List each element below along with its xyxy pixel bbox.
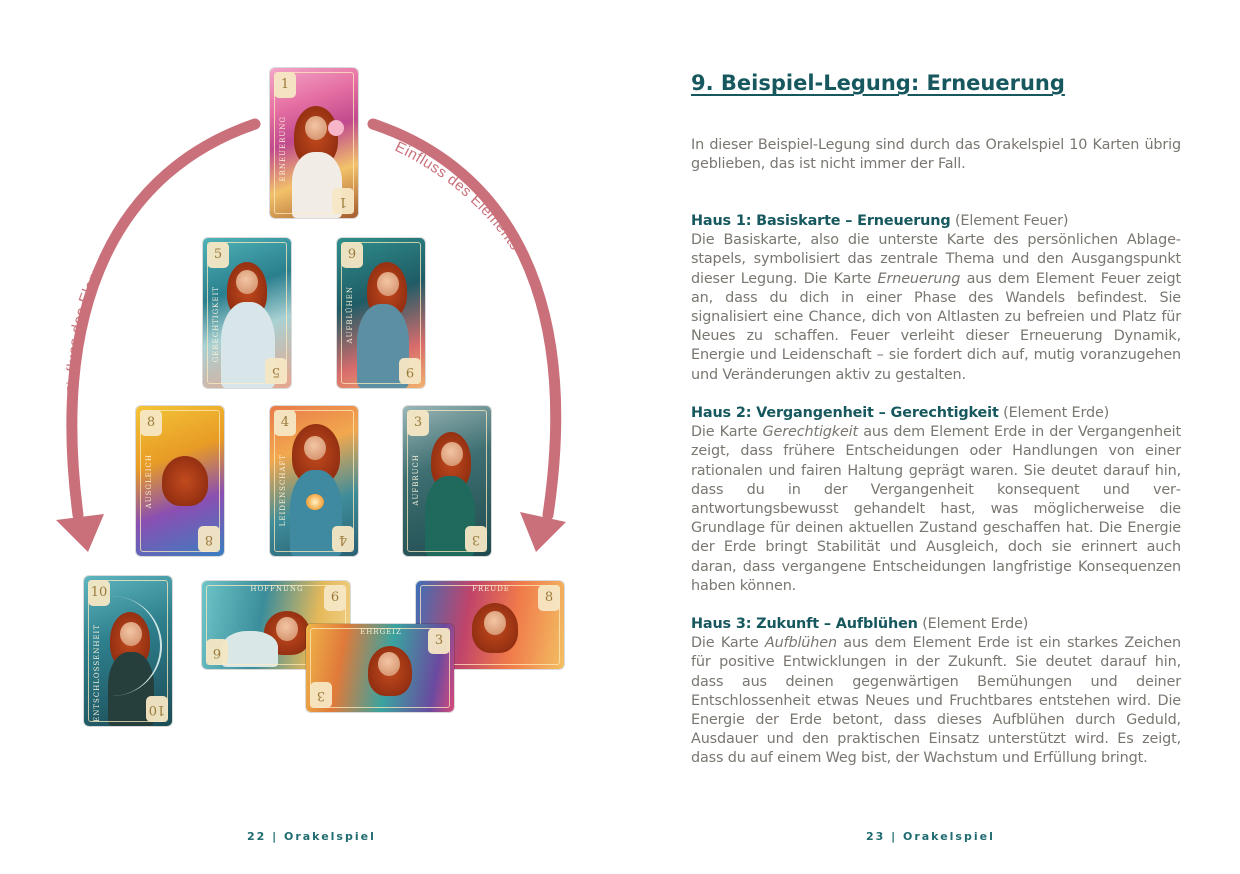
right-arrowhead	[520, 512, 566, 552]
card-number: 4	[274, 410, 296, 436]
card-name: GERECHTIGKEIT	[212, 286, 220, 363]
section-body: Die Karte Aufblühen aus dem Element Erde ist ein starkes Zeichen für positive Entwicklungen in der Zukunft. Sie deutet darauf hin, dass aus deinen gegenwärtigen Bemühungen und deiner Entschlossenheit etwas Neues und Fruchtbares entstehen wird. Die Energie der Erde betont, dass dieses Aufblühen durch Geduld, Ausdauer und den praktischen Einsatz unterstützt wird. Es zeigt, dass du auf einem Weg bist, der Wachstum und Erfüllung bringt.	[691, 635, 1181, 767]
card-number: 3	[407, 410, 429, 436]
card-number: 8	[538, 585, 560, 611]
right-arc-label: Einfluss des Elements	[392, 138, 524, 254]
section-heading: Haus 3: Zukunft – Aufblühen (Element Erde)	[691, 616, 1029, 632]
card-number: 9	[341, 242, 363, 268]
card-name: ERNEUERUNG	[279, 116, 287, 182]
card-number: 5	[265, 358, 287, 384]
card-number: 8	[198, 526, 220, 552]
section-body: Die Basiskarte, also die unterste Karte des persönlichen Ablagestapels, symbolisiert das zentrale Thema und den Ausgangspunkt dieser Legung. Die Karte Erneuerung aus dem Element Feuer zeigt an, dass du dich in einer Phase des Wandels befindest. Sie signalisiert eine Chance, dich von Altlasten zu befreien und Platz für Neues zu schaffen. Feuer verleiht dieser Erneuerung Dynamik, Energie und Leidenschaft – sie fordert dich auf, mutig voranzugehen und Veränderungen aktiv zu gestalten.	[691, 232, 1181, 383]
card-number: 3	[428, 628, 450, 654]
card-10-entschlossenheit	[84, 576, 172, 726]
intro-paragraph: In dieser Beispiel-Legung sind durch das Orakelspiel 10 Karten übrig geblieben, das ist nicht immer der Fall.	[691, 137, 1181, 173]
card-5-gerechtigkeit	[203, 238, 291, 388]
card-number: 1	[274, 72, 296, 98]
card-number: 3	[465, 526, 487, 552]
left-arrowhead	[56, 514, 104, 552]
page-folio-left: 22 | Orakelspiel	[247, 830, 376, 843]
card-number: 6	[206, 639, 228, 665]
section-body: Die Karte Gerechtigkeit aus dem Element Erde in der Vergangenheit zeigt, dass frühere Entscheidungen oder Handlungen von einer rationalen und fairen Haltung geprägt waren. Sie deutet darauf hin, dass du in der Vergangenheit konsequent und verantwortungsbewusst gehandelt hast, was möglicherweise die Grundlage für deinen aktuellen Zustand geschaffen hat. Die Energie der Erde bringt Stabilität und Ausgleich, doch sie erinnert auch daran, dass vergangene Entscheidungen langfristige Konsequenzen haben können.	[691, 424, 1181, 594]
card-number: 5	[207, 242, 229, 268]
card-3-ehrgeiz	[306, 624, 454, 712]
card-number: 9	[399, 358, 421, 384]
card-number: 3	[310, 682, 332, 708]
card-number: 10	[88, 580, 110, 606]
section-heading: Haus 1: Basiskarte – Erneuerung (Element Feuer)	[691, 213, 1069, 229]
card-name: FREUDE	[472, 585, 510, 593]
card-name: AUSGLEICH	[145, 454, 153, 509]
section-haus-1	[691, 212, 1181, 385]
page-folio-right: 23 | Orakelspiel	[866, 830, 995, 843]
card-number: 1	[332, 188, 354, 214]
page-title: 9. Beispiel-Legung: Erneuerung	[691, 71, 1065, 95]
card-3-aufbruch	[403, 406, 491, 556]
card-number: 6	[324, 585, 346, 611]
left-arc-label: Einfluss des Elements	[64, 237, 121, 396]
card-number: 10	[146, 696, 168, 722]
card-number: 8	[140, 410, 162, 436]
card-1-erneuerung	[270, 68, 358, 218]
card-name: LEIDENSCHAFT	[279, 454, 287, 527]
section-haus-2	[691, 404, 1181, 596]
card-8-ausgleich	[136, 406, 224, 556]
card-name: HOFFNUNG	[250, 585, 304, 593]
card-4-leidenschaft	[270, 406, 358, 556]
card-name: AUFBRUCH	[412, 454, 420, 506]
card-name: EHRGEIZ	[360, 628, 402, 636]
card-name: AUFBLÜHEN	[346, 286, 354, 344]
card-9-aufbluehen	[337, 238, 425, 388]
right-page	[620, 0, 1240, 874]
section-heading: Haus 2: Vergangenheit – Gerechtigkeit (Element Erde)	[691, 405, 1110, 421]
card-number: 4	[332, 526, 354, 552]
section-haus-3	[691, 615, 1181, 769]
card-name: ENTSCHLOSSENHEIT	[93, 624, 101, 722]
